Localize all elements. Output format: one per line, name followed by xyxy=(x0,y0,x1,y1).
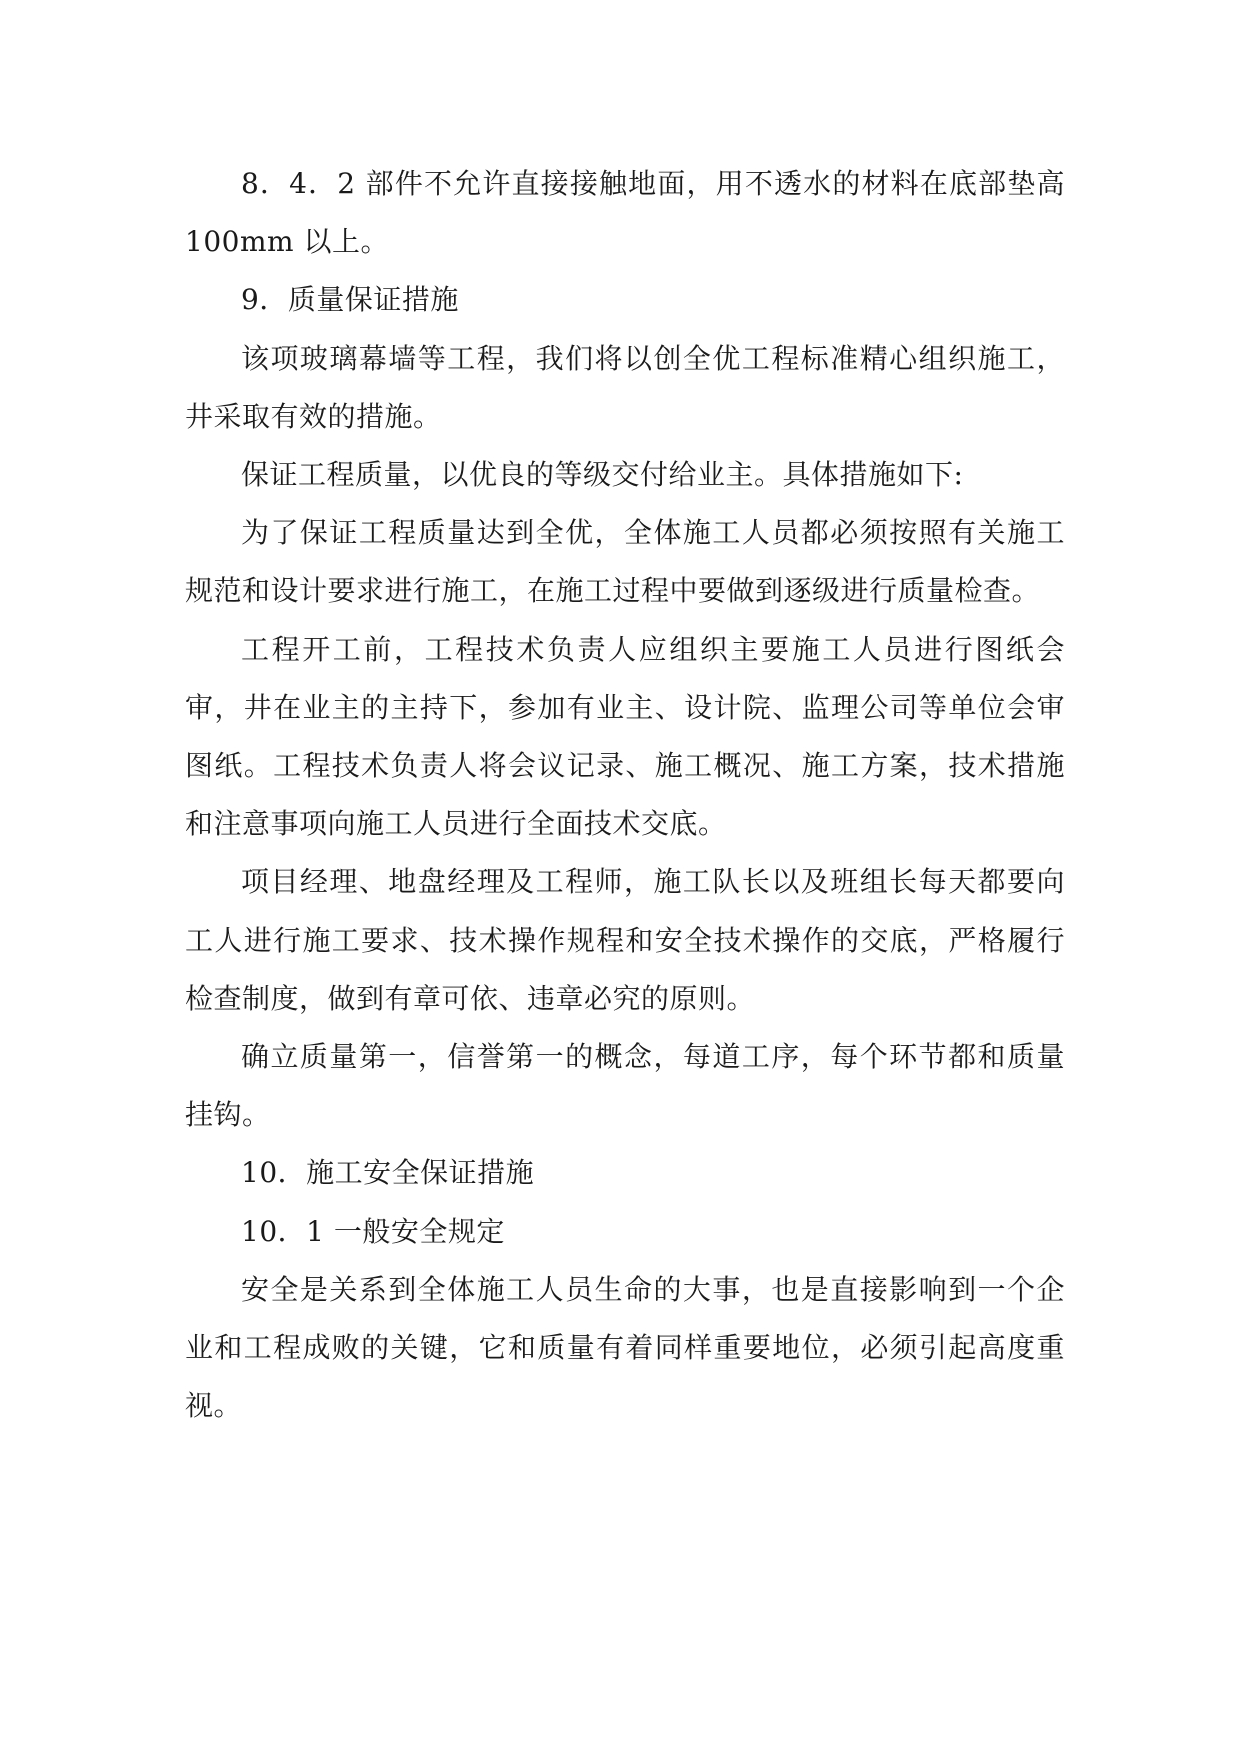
paragraph-quality-intro: 该项玻璃幕墙等工程，我们将以创全优工程标准精心组织施工，井采取有效的措施。 xyxy=(185,341,1065,433)
paragraph-quality-standards: 为了保证工程质量达到全优，全体施工人员都必须按照有关施工规范和设计要求进行施工，在施工过程中要做到逐级进行质量检查。 xyxy=(185,516,1065,608)
paragraph-8-4-2: 8．4．2 部件不允许直接接触地面，用不透水的材料在底部垫高100mm 以上。 xyxy=(185,167,1065,259)
heading-general-safety: 10．1 一般安全规定 xyxy=(241,1214,505,1248)
heading-quality-assurance: 9．质量保证措施 xyxy=(241,283,459,317)
paragraph-daily-briefing: 项目经理、地盘经理及工程师，施工队长以及班组长每天都要向工人进行施工要求、技术操作规程和安全技术操作的交底，严格履行检查制度，做到有章可依、违章必究的原则。 xyxy=(185,865,1065,1015)
paragraph-quality-first: 确立质量第一，信誉第一的概念，每道工序，每个环节都和质量挂钩。 xyxy=(185,1040,1065,1132)
document-body xyxy=(185,155,1065,1435)
heading-safety-measures: 10．施工安全保证措施 xyxy=(241,1156,535,1190)
paragraph-drawing-review: 工程开工前，工程技术负责人应组织主要施工人员进行图纸会审，井在业主的主持下，参加有业主、设计院、监理公司等单位会审图纸。工程技术负责人将会议记录、施工概况、施工方案，技术措施和注意事项向施工人员进行全面技术交底。 xyxy=(185,632,1065,841)
paragraph-safety-importance: 安全是关系到全体施工人员生命的大事，也是直接影响到一个企业和工程成败的关键，它和质量有着同样重要地位，必须引起高度重视。 xyxy=(185,1272,1065,1423)
paragraph-quality-goal: 保证工程质量，以优良的等级交付给业主。具体措施如下: xyxy=(241,458,964,492)
